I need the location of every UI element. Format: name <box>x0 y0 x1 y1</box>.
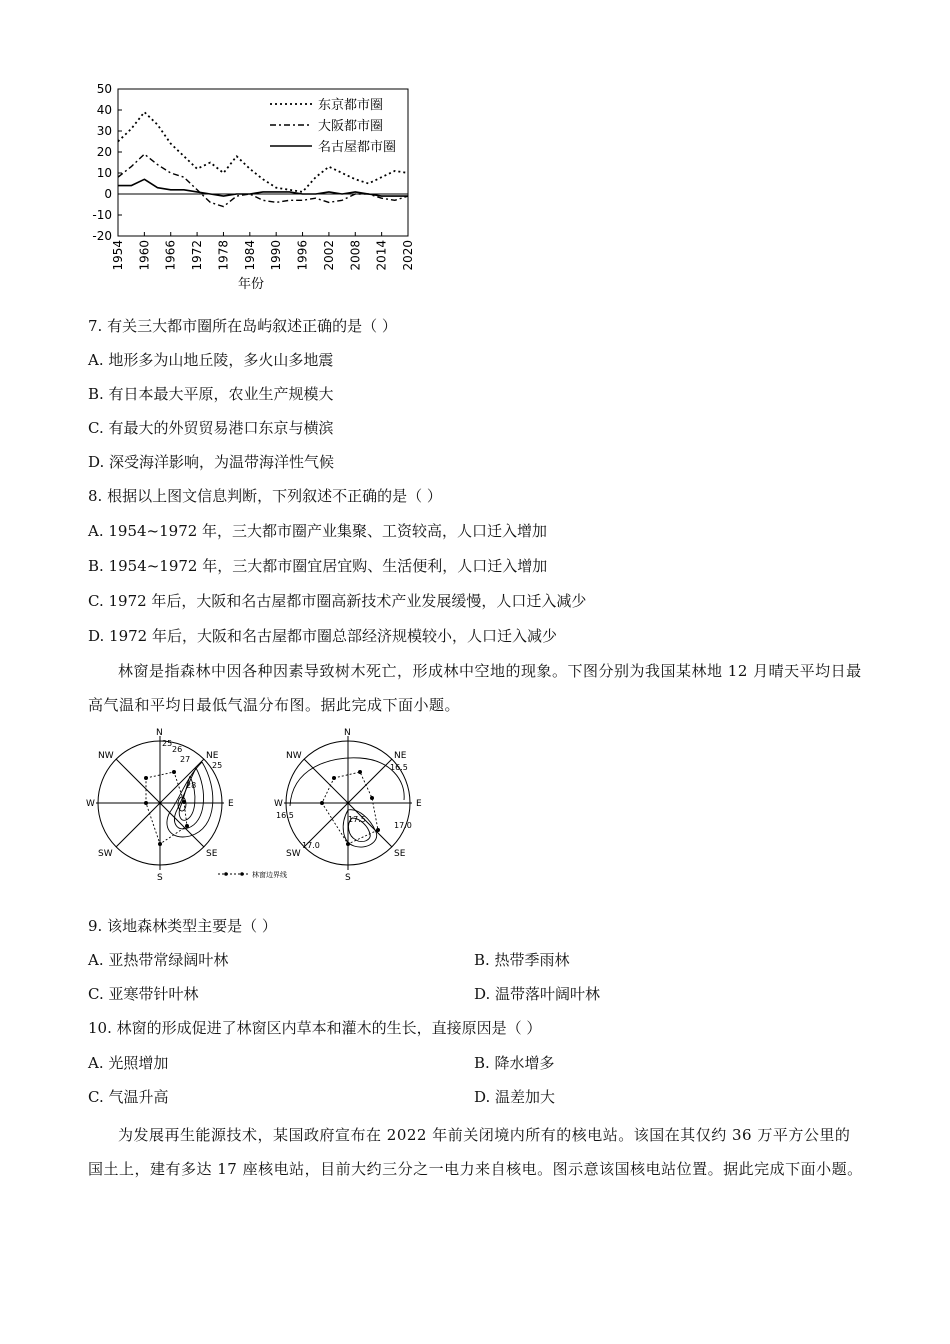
isoline-label: 28 <box>186 781 197 790</box>
x-tick-label: 1990 <box>269 240 284 271</box>
dir-label: W <box>274 799 283 809</box>
intro-paragraph-forest-gap: 林窗是指森林中因各种因素导致树木死亡，形成林中空地的现象。下图分别为我国某林地 12 月晴天平均日最高气温和平均日最低气温分布图。据此完成下面小题。 <box>88 662 862 714</box>
q9-option-d[interactable]: D. 温带落叶阔叶林 <box>474 985 601 1003</box>
x-tick-label: 1978 <box>216 240 231 271</box>
isoline-label: 17.5 <box>348 815 366 824</box>
dir-label: SW <box>98 849 113 859</box>
question-9-stem: 9. 该地森林类型主要是（ ） <box>88 917 277 935</box>
q10-option-c[interactable]: C. 气温升高 <box>88 1088 169 1106</box>
q7-option-a[interactable]: A. 地形多为山地丘陵，多火山多地震 <box>88 351 334 369</box>
y-tick-label: 10 <box>96 166 112 180</box>
q10-option-b[interactable]: B. 降水增多 <box>474 1054 555 1072</box>
q8-option-c[interactable]: C. 1972 年后，大阪和名古屋都市圈高新技术产业发展缓慢，人口迁入减少 <box>88 592 587 610</box>
q7-option-c[interactable]: C. 有最大的外贸贸易港口东京与横滨 <box>88 419 334 437</box>
legend-label: 东京都市圈 <box>318 98 384 113</box>
dir-label: N <box>156 728 163 738</box>
legend-label: 名古屋都市圈 <box>318 140 397 155</box>
x-tick-label: 2014 <box>374 240 389 271</box>
y-tick-label: 0 <box>104 187 112 201</box>
dir-label: NE <box>206 751 219 761</box>
q9-option-b[interactable]: B. 热带季雨林 <box>474 951 570 969</box>
legend-label: 林窗边界线 <box>252 871 287 879</box>
legend-label: 大阪都市圈 <box>318 119 384 134</box>
x-axis-label: 年份 <box>238 277 265 292</box>
dir-label: NW <box>286 751 302 761</box>
isoline-label: 25 <box>212 761 223 770</box>
x-tick-label: 1996 <box>295 240 310 271</box>
y-tick-label: 50 <box>96 82 112 96</box>
q8-option-b[interactable]: B. 1954~1972 年，三大都市圈宜居宜购、生活便利，人口迁入增加 <box>88 557 548 575</box>
q7-option-d[interactable]: D. 深受海洋影响，为温带海洋性气候 <box>88 453 335 471</box>
x-tick-label: 1954 <box>111 240 125 271</box>
dir-label: N <box>344 728 351 738</box>
question-7-stem: 7. 有关三大都市圈所在岛屿叙述正确的是（ ） <box>88 317 397 335</box>
question-8-stem: 8. 根据以上图文信息判断，下列叙述不正确的是（ ） <box>88 487 442 505</box>
isoline-label: 17.0 <box>302 841 320 850</box>
dir-label: NE <box>394 751 407 761</box>
dir-label: E <box>416 799 422 809</box>
chart-legend <box>270 97 396 155</box>
dir-label: W <box>86 799 95 809</box>
isoline-label: 16.5 <box>276 811 294 820</box>
y-tick-label: 40 <box>96 103 112 117</box>
x-tick-label: 2002 <box>321 240 336 271</box>
dir-label: NW <box>98 751 114 761</box>
q10-option-d[interactable]: D. 温差加大 <box>474 1088 556 1106</box>
y-tick-label: -10 <box>92 208 112 222</box>
isoline-label: 17.0 <box>394 821 412 830</box>
population-migration-chart <box>80 76 420 296</box>
isoline-label: 25 <box>162 739 173 748</box>
dir-label: SE <box>394 849 406 859</box>
x-tick-label: 1966 <box>163 240 178 271</box>
max-temp-figure <box>96 736 224 870</box>
isoline-label: 16.5 <box>390 763 408 772</box>
intro-paragraph-nuclear: 为发展再生能源技术，某国政府宣布在 2022 年前关闭境内所有的核电站。该国在其仅约 36 万平方公里的国土上，建有多达 17 座核电站，目前大约三分之一电力来自核电。图示意该国核电站位置。据此完成下面小题。 <box>88 1126 863 1178</box>
x-tick-label: 2020 <box>401 240 415 271</box>
q7-option-b[interactable]: B. 有日本最大平原，农业生产规模大 <box>88 385 334 403</box>
isoline-label: 26 <box>172 745 183 754</box>
question-10-stem: 10. 林窗的形成促进了林窗区内草本和灌木的生长，直接原因是（ ） <box>88 1019 542 1037</box>
q9-option-c[interactable]: C. 亚寒带针叶林 <box>88 985 199 1003</box>
temperature-distribution-figures <box>86 728 430 884</box>
dir-label: E <box>228 799 234 809</box>
x-tick-label: 1984 <box>242 240 257 271</box>
dir-label: SW <box>286 849 301 859</box>
x-tick-label: 2008 <box>348 240 363 271</box>
x-tick-label: 1972 <box>190 240 205 271</box>
q8-option-d[interactable]: D. 1972 年后，大阪和名古屋都市圈总部经济规模较小，人口迁入减少 <box>88 627 557 645</box>
dir-label: S <box>345 873 351 883</box>
isoline-label: 27 <box>180 755 191 764</box>
x-tick-label: 1960 <box>137 240 152 271</box>
q10-option-a[interactable]: A. 光照增加 <box>88 1054 169 1072</box>
dir-label: SE <box>206 849 218 859</box>
dir-label: S <box>157 873 163 883</box>
y-tick-label: -20 <box>92 229 112 243</box>
q9-option-a[interactable]: A. 亚热带常绿阔叶林 <box>88 951 229 969</box>
q8-option-a[interactable]: A. 1954~1972 年，三大都市圈产业集聚、工资较高，人口迁入增加 <box>88 522 548 540</box>
y-tick-label: 30 <box>96 124 112 138</box>
y-tick-label: 20 <box>96 145 112 159</box>
